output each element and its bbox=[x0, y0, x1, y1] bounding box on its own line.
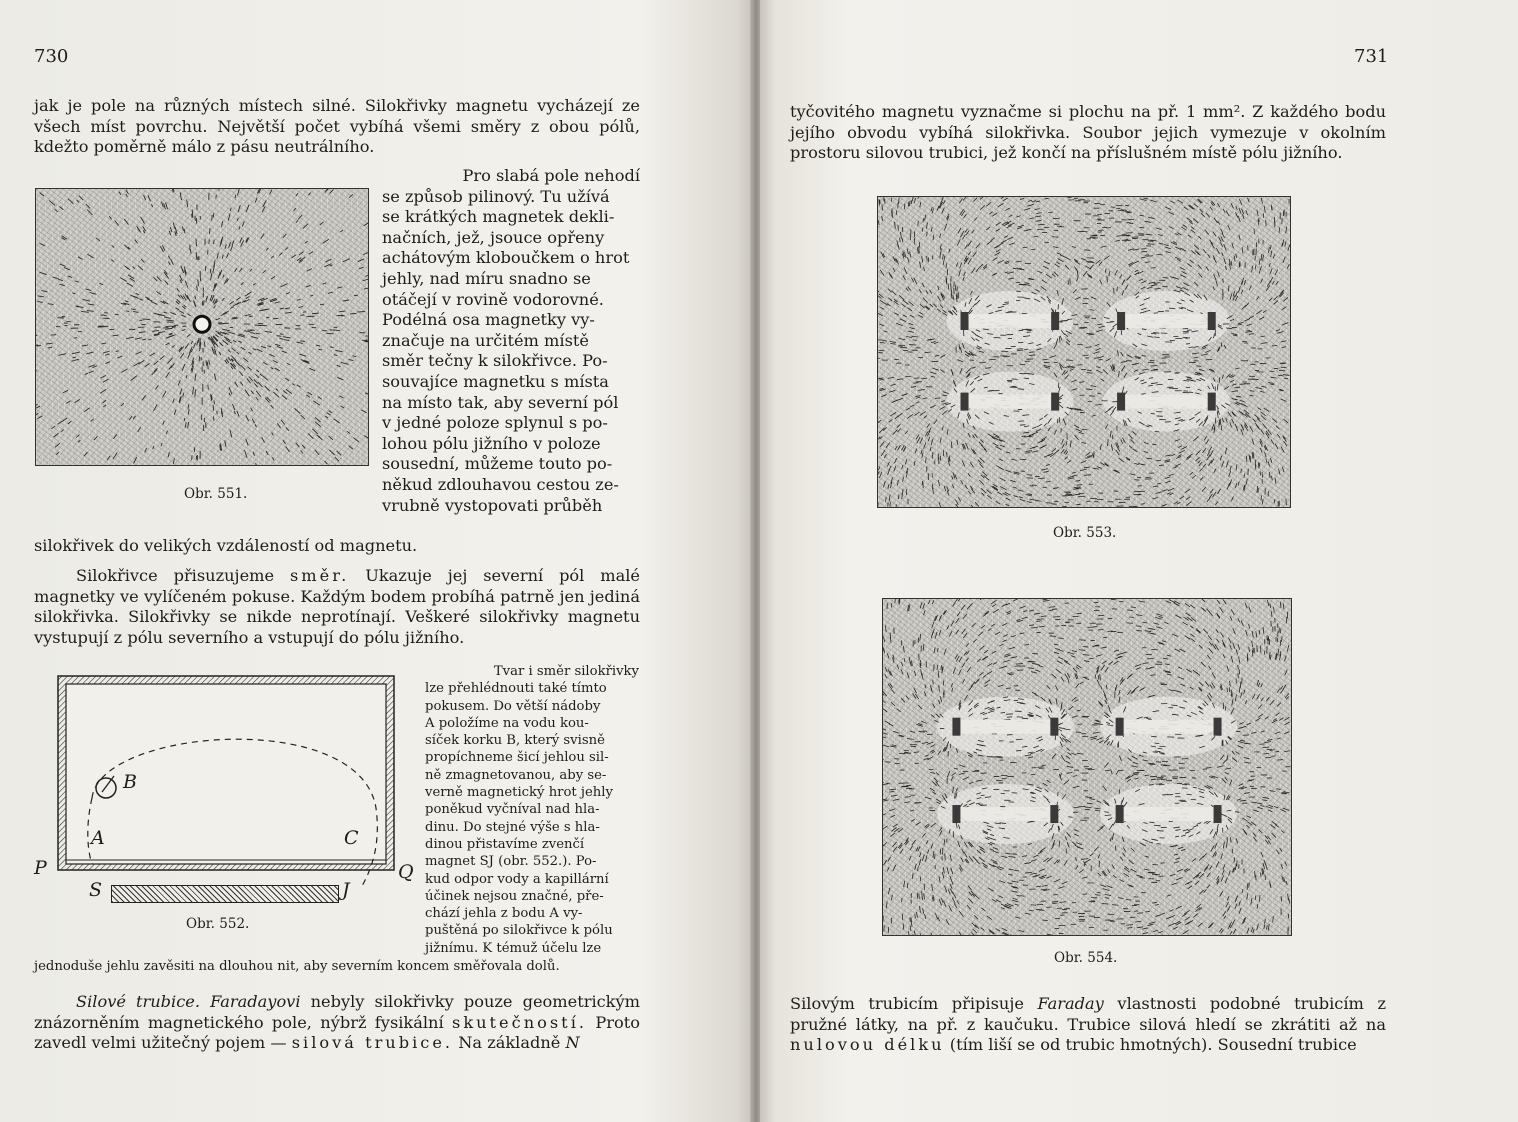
spaced-term: skutečností. bbox=[452, 1012, 588, 1032]
text: Silokřivce přisuzujeme bbox=[76, 566, 275, 585]
text-line: se krátkých magnetek dekli- bbox=[382, 207, 615, 227]
text-line: achátovým kloboučkem o hrot bbox=[382, 248, 630, 268]
italic-name: Faradayovi bbox=[210, 992, 301, 1011]
right-page bbox=[760, 0, 1518, 1122]
label-S: S bbox=[89, 879, 103, 901]
text-line: pokusem. Do větší nádoby bbox=[425, 698, 601, 714]
paragraph bbox=[34, 992, 640, 1054]
label-Q: Q bbox=[398, 861, 414, 883]
paragraph bbox=[34, 566, 640, 648]
paragraph: tyčovitého magnetu vyznačme si plochu na př. 1 mm². Z každého bodu jejího obvodu vybíhá silokřivka. Soubor jejich vymezuje v okolním prostoru silovou trubici, jež končí na příslušném místě pólu jižního. bbox=[790, 102, 1386, 162]
text: Silovým trubicím připisuje bbox=[790, 994, 1024, 1013]
figure-554-image bbox=[882, 598, 1292, 936]
left-page bbox=[0, 0, 752, 1122]
text: Na základně bbox=[458, 1033, 561, 1052]
text-line: dinu. Do stejné výše s hla- bbox=[425, 819, 600, 835]
text-line: Pro slabá pole nehodí bbox=[462, 166, 640, 185]
text-line: sousední, můžeme touto po- bbox=[382, 454, 613, 474]
paragraph-end: jednoduše jehlu zavěsiti na dlouhou nit, aby severním koncem směřovala dolů. bbox=[34, 959, 560, 974]
iron-filings-two-magnets-pattern bbox=[883, 599, 1291, 935]
text-line: dinou přistavíme zvenčí bbox=[425, 836, 585, 852]
spaced-term: silová trubice. bbox=[291, 1033, 454, 1052]
text-line: Podélná osa magnetky vy- bbox=[382, 310, 595, 330]
label-B: B bbox=[123, 771, 137, 793]
text-line: ně zmagnetovanou, aby se- bbox=[425, 767, 607, 783]
paragraph bbox=[790, 994, 1386, 1056]
text-line: magnet SJ (obr. 552.). Po- bbox=[425, 854, 597, 870]
paragraph: jak je pole na různých místech silné. Silokřivky magnetu vycházejí ze všech míst povrchu. Největší počet vybíhá všemi směry z obou pólů, kdežto poměrně málo z pásu neutrálního. bbox=[34, 96, 640, 156]
label-J: J bbox=[342, 879, 350, 901]
text-line: souvajíce magnetku s místa bbox=[382, 371, 609, 391]
iron-filings-radial-pattern bbox=[36, 189, 368, 465]
text: Ukazuje jej severní pól malé magnetky ve vylíčeném pokuse. Každým bodem probíhá patrně jen jediná silokřivka. Silokřivky se nikde neprotínají. Veškeré silokřivky magnetu vystupují z pólu severního a vstupují do pólu jižního. bbox=[34, 566, 640, 647]
italic-symbol: N bbox=[565, 1033, 580, 1052]
text-line: kud odpor vody a kapillární bbox=[425, 871, 609, 887]
text-line: lohou pólu jižního v poloze bbox=[382, 433, 601, 453]
text-line: verně magnetický hrot jehly bbox=[425, 785, 613, 801]
text: vlastnosti podobné trubicím z pružné látky, na př. z kaučuku. Trubice silová hledí se zkrátiti až na bbox=[790, 994, 1386, 1034]
text-line: poněkud vyčníval nad hla- bbox=[425, 802, 600, 818]
text-line: v jedné poloze splynul s po- bbox=[382, 413, 608, 433]
figure-552-diagram bbox=[30, 668, 420, 888]
text-line: propíchneme šicí jehlou sil- bbox=[425, 750, 609, 766]
paragraph-end: silokřivek do velikých vzdáleností od magnetu. bbox=[34, 536, 418, 555]
text-line: se způsob pilinový. Tu užívá bbox=[382, 186, 610, 206]
figure-551-image bbox=[35, 188, 369, 466]
text-line: jižnímu. K témuž účelu lze bbox=[425, 940, 602, 956]
text-line: lze přehlédnouti také tímto bbox=[425, 681, 607, 697]
text: (tím liší se od trubic hmotných). Sousední trubice bbox=[949, 1035, 1357, 1054]
paragraph-wrapped-small bbox=[425, 664, 639, 958]
text-line: síček korku B, který svisně bbox=[425, 733, 605, 749]
spaced-term: nulovou délku bbox=[790, 1035, 945, 1054]
text-line: někud zdlouhavou cestou ze- bbox=[382, 474, 619, 494]
paragraph-wrapped bbox=[382, 166, 640, 516]
page-number: 730 bbox=[34, 46, 69, 67]
italic-name: Faraday bbox=[1037, 994, 1104, 1013]
figure-caption: Obr. 553. bbox=[1053, 525, 1117, 541]
figure-caption: Obr. 552. bbox=[186, 916, 250, 932]
text-line: A položíme na vodu kou- bbox=[425, 715, 589, 731]
text-line: chází jehla z bodu A vy- bbox=[425, 906, 583, 922]
text-line: směr tečny k silokřivce. Po- bbox=[382, 351, 608, 371]
italic-heading: Silové trubice. bbox=[76, 992, 201, 1011]
bar-magnet-SJ bbox=[111, 885, 339, 903]
spaced-term: směr. bbox=[289, 566, 350, 585]
label-P: P bbox=[34, 857, 47, 879]
figure-553-image bbox=[877, 196, 1291, 508]
text: Proto zavedl velmi užitečný pojem — bbox=[34, 1012, 640, 1052]
text-line: na místo tak, aby severní pól bbox=[382, 392, 619, 412]
text: nebyly silokřivky pouze geometrickým znázorněním magnetického pole, nýbrž fysikální bbox=[34, 992, 640, 1032]
text-line: načních, jež, jsouce opřeny bbox=[382, 227, 605, 247]
text-line: značuje na určitém místě bbox=[382, 330, 589, 350]
text-line: otáčejí v rovině vodorovné. bbox=[382, 289, 604, 309]
page-number: 731 bbox=[1354, 46, 1389, 67]
text-line: puštěná po silokřivce k pólu bbox=[425, 923, 613, 939]
text-line: Tvar i směr silokřivky bbox=[493, 664, 639, 679]
text-line: účinek nejsou značné, pře- bbox=[425, 888, 604, 904]
text-line: vrubně vystopovati průběh bbox=[382, 495, 603, 515]
figure-caption: Obr. 551. bbox=[184, 486, 248, 502]
label-C: C bbox=[344, 827, 359, 849]
text-line: jehly, nad míru snadno se bbox=[382, 268, 591, 288]
figure-caption: Obr. 554. bbox=[1054, 950, 1118, 966]
label-A: A bbox=[91, 827, 105, 849]
iron-filings-two-magnets-pattern bbox=[878, 197, 1290, 507]
